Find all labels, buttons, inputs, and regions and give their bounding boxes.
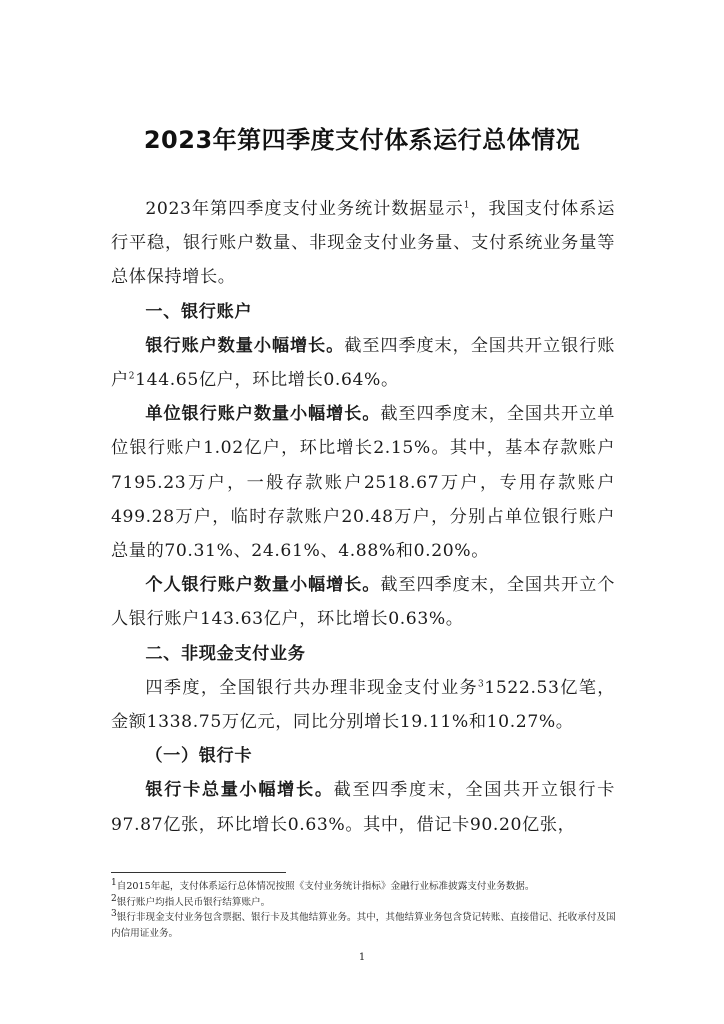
document-body xyxy=(111,192,615,842)
subsection-heading-bank-cards: （一）银行卡 xyxy=(145,746,253,767)
section-heading-bank-accounts: 一、银行账户 xyxy=(145,301,253,322)
footnote-1-number: 1 xyxy=(111,877,117,888)
bank-accounts-text-b: 144.65亿户，环比增长0.64%。 xyxy=(135,370,399,391)
document-title: 2023年第四季度支付体系运行总体情况 xyxy=(143,126,581,154)
paragraph-personal-accounts xyxy=(111,568,615,636)
paragraph-bank-cards xyxy=(111,773,615,841)
footnote-2 xyxy=(111,895,621,911)
lead-unit-accounts: 单位银行账户数量小幅增长。 xyxy=(145,404,381,425)
unit-accounts-text: 截至四季度末，全国共开立单位银行账户1.02亿户，环比增长2.15%。其中，基本存款账户7195.23万户，一般存款账户2518.67万户，专用存款账户499.28万户，临时存款账户20.48万户，分别占单位银行账户总量的70.31%、24.61%、4.88%和0.20%。 xyxy=(111,404,615,562)
footnote-1 xyxy=(111,879,621,895)
lead-personal-accounts: 个人银行账户数量小幅增长。 xyxy=(145,575,381,596)
footnote-2-text: 银行账户均指人民币银行结算账户。 xyxy=(116,896,271,908)
footnote-1-text: 自2015年起，支付体系运行总体情况按照《支付业务统计指标》金融行业标准披露支付业务数据。 xyxy=(116,881,535,892)
page-number: 1 xyxy=(358,952,366,963)
footnotes xyxy=(111,879,621,941)
footnote-3 xyxy=(111,910,621,941)
footnote-3-number: 3 xyxy=(111,908,117,919)
paragraph-noncash-payments xyxy=(111,671,615,739)
noncash-text-a: 四季度，全国银行共办理非现金支付业务 xyxy=(145,677,478,698)
lead-bank-cards: 银行卡总量小幅增长。 xyxy=(145,780,334,801)
paragraph-intro xyxy=(111,192,615,295)
noncash-text-b: 1522.53亿笔，金额1338.75万亿元，同比分别增长19.11%和10.27%。 xyxy=(111,677,615,733)
paragraph-bank-accounts xyxy=(111,329,615,397)
section-heading-noncash-payments: 二、非现金支付业务 xyxy=(145,643,306,664)
footnote-2-number: 2 xyxy=(111,893,117,904)
footnote-divider xyxy=(111,872,286,873)
footnote-ref-2[interactable]: 2 xyxy=(128,371,136,382)
bank-cards-text: 截至四季度末，全国共开立银行卡97.87亿张，环比增长0.63%。其中，借记卡90.20亿张， xyxy=(111,780,615,835)
paragraph-unit-accounts xyxy=(111,397,615,568)
footnote-ref-1[interactable]: 1 xyxy=(463,200,471,211)
intro-text-b: ，我国支付体系运行平稳，银行账户数量、非现金支付业务量、支付系统业务量等总体保持增长。 xyxy=(111,199,615,288)
footnote-3-text: 银行非现金支付业务包含票据、银行卡及其他结算业务。其中，其他结算业务包含贷记转账、直接借记、托收承付及国内信用证业务。 xyxy=(111,912,616,939)
lead-bank-accounts: 银行账户数量小幅增长。 xyxy=(145,335,345,356)
bank-accounts-text-a: 截至四季度末，全国共开立银行账户 xyxy=(111,335,615,391)
intro-text-a: 2023年第四季度支付业务统计数据显示 xyxy=(145,199,464,219)
footnote-ref-3[interactable]: 3 xyxy=(477,679,485,690)
personal-accounts-text: 截至四季度末，全国共开立个人银行账户143.63亿户，环比增长0.63%。 xyxy=(111,575,615,630)
